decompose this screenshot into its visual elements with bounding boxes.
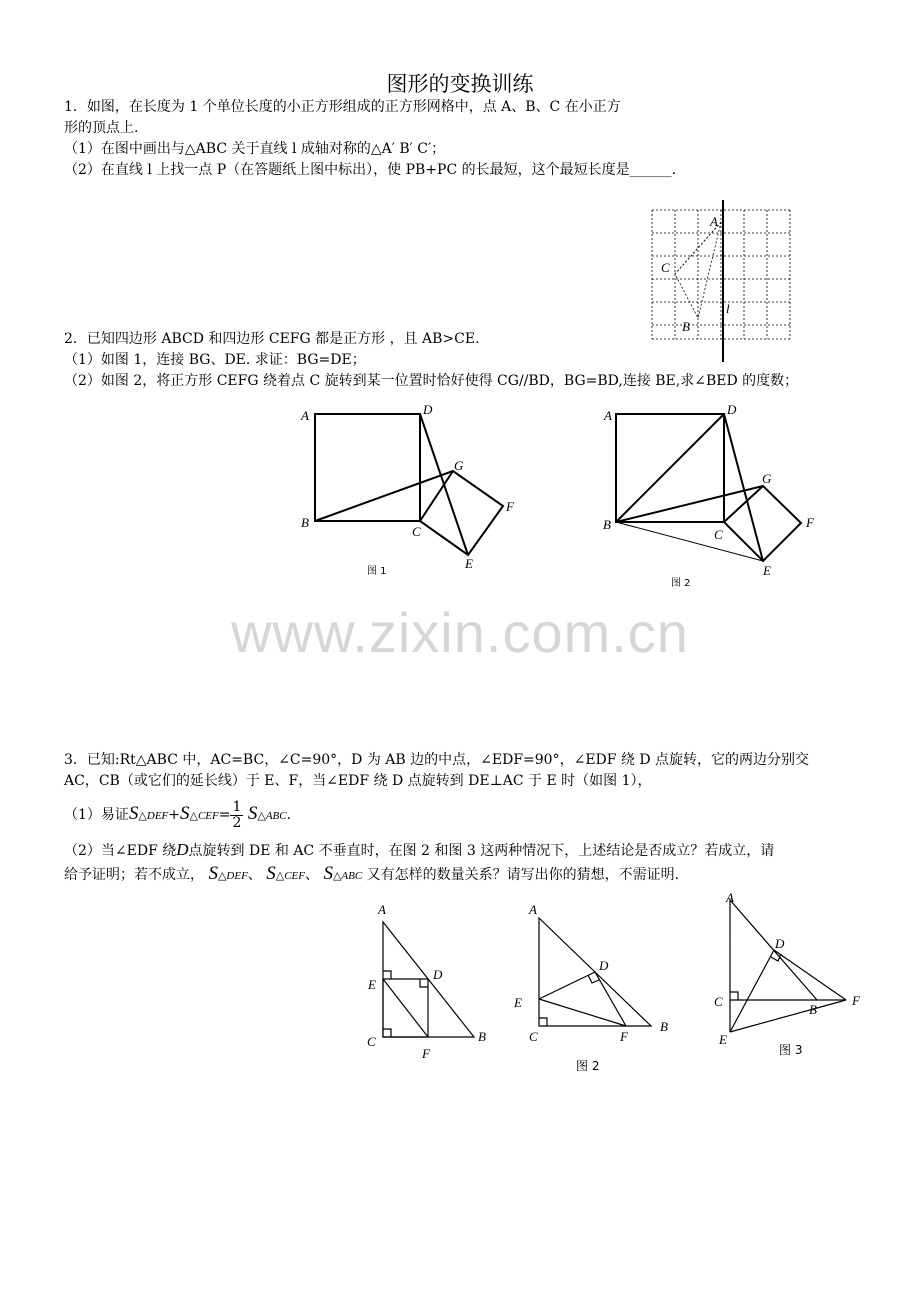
q2f2-square-cefg bbox=[724, 486, 801, 561]
area-subscript-def: △DEF bbox=[138, 810, 169, 822]
q3f1-label-d: D bbox=[433, 967, 443, 982]
q2f2-label-f: F bbox=[806, 515, 814, 530]
q3-part2-line2 bbox=[64, 864, 679, 886]
q2f1-label-g: G bbox=[454, 458, 464, 473]
page-title: 图形的变换训练 bbox=[386, 72, 534, 96]
area-symbol: S bbox=[266, 863, 276, 884]
q3-part2-text-d: 又有怎样的数量关系？请写出你的猜想，不需证明. bbox=[366, 867, 680, 883]
q2f2-label-a: A bbox=[604, 408, 612, 423]
q2f2-segment-bg bbox=[616, 486, 763, 522]
q2f1-square-abcd bbox=[315, 414, 420, 521]
q2-line1: 2．已知四边形 ABCD 和四边形 CEFG 都是正方形 ，且 AB>CE. bbox=[64, 331, 480, 347]
area-subscript-cef: △CEF bbox=[189, 810, 219, 822]
q3f3-label-b: B bbox=[809, 1002, 817, 1017]
area-subscript-abc: △ABC bbox=[332, 870, 363, 882]
q2f1-label-a: A bbox=[301, 408, 309, 423]
q1-part1: （1）在图中画出与△ABC 关于直线 l 成轴对称的△A′ B′ C′； bbox=[64, 141, 446, 157]
q3-figure-1 bbox=[360, 900, 500, 1060]
period: . bbox=[286, 807, 292, 823]
q2f1-square-cefg bbox=[420, 471, 503, 555]
q2f2-diagonal-bd bbox=[616, 414, 724, 522]
watermark: www.zixin.com.cn bbox=[231, 601, 689, 664]
q3-part1-prefix: （1）易证 bbox=[64, 807, 129, 823]
q2f2-label-e: E bbox=[763, 563, 771, 578]
q2f1-label-d: D bbox=[423, 402, 433, 417]
area-symbol: S bbox=[208, 863, 218, 884]
q1-label-c: C bbox=[661, 260, 670, 275]
q1-label-l: l bbox=[726, 301, 730, 316]
q3f1-label-a: A bbox=[378, 902, 386, 917]
q1-grid-figure bbox=[640, 200, 800, 370]
q2f2-caption: 图 2 bbox=[671, 578, 691, 589]
area-symbol: S bbox=[128, 803, 139, 824]
point-d-symbol: D bbox=[176, 840, 189, 859]
q1-label-a: A bbox=[710, 214, 718, 229]
area-subscript-def: △DEF bbox=[217, 870, 248, 882]
fraction-half bbox=[230, 800, 243, 831]
q2f2-label-g: G bbox=[762, 471, 772, 486]
q3f1-label-b: B bbox=[478, 1029, 486, 1044]
q3f2-label-c: C bbox=[529, 1029, 538, 1044]
q3f2-caption: 图 2 bbox=[576, 1059, 600, 1073]
q3-part2-line1 bbox=[64, 840, 774, 861]
q3f1-label-f: F bbox=[422, 1046, 430, 1061]
area-symbol: S bbox=[247, 803, 258, 824]
q3-figure-2 bbox=[510, 898, 680, 1078]
q3f3-label-d: D bbox=[775, 936, 785, 951]
area-symbol: S bbox=[180, 803, 190, 824]
q3f3-label-a: A bbox=[726, 890, 734, 905]
q1-line1: 1．如图，在长度为 1 个单位长度的小正方形组成的正方形网格中，点 A、B、C 在小正方 bbox=[64, 99, 621, 115]
fraction-numerator: 1 bbox=[232, 798, 242, 815]
q3f3-caption: 图 3 bbox=[779, 1043, 803, 1057]
q1-label-b: B bbox=[682, 319, 690, 334]
q2-figure-2 bbox=[595, 400, 825, 590]
q2f1-segment-bg bbox=[315, 471, 453, 521]
q3f3-label-e: E bbox=[719, 1032, 727, 1047]
q2f2-segment-be bbox=[616, 522, 763, 561]
q2-figure-1 bbox=[295, 400, 525, 585]
q3f3-label-f: F bbox=[852, 993, 860, 1008]
q2-part2: （2）如图 2，将正方形 CEFG 绕着点 C 旋转到某一位置时恰好使得 CG//BD，BG=BD,连接 BE,求∠BED 的度数； bbox=[64, 373, 799, 389]
q2f1-label-b: B bbox=[301, 515, 309, 530]
fraction-denominator: 2 bbox=[232, 814, 242, 831]
separator: 、 bbox=[305, 867, 319, 883]
q3f2-label-d: D bbox=[599, 958, 609, 973]
q3f2-label-a: A bbox=[529, 902, 537, 917]
q2f1-caption: 图 1 bbox=[367, 566, 387, 577]
separator: 、 bbox=[247, 867, 262, 883]
q2f1-label-f: F bbox=[506, 499, 514, 514]
q3-line2: AC，CB（或它们的延长线）于 E、F，当∠EDF 绕 D 点旋转到 DE⊥AC 于 E 时（如图 1）， bbox=[64, 773, 652, 789]
q1-line2: 形的顶点上. bbox=[64, 120, 139, 136]
q3f3-label-c: C bbox=[714, 994, 723, 1009]
area-subscript-abc: △ABC bbox=[257, 810, 287, 822]
q3f2-label-b: B bbox=[660, 1019, 668, 1034]
q3-figure-3 bbox=[705, 888, 875, 1068]
q2f1-label-c: C bbox=[412, 524, 421, 539]
area-symbol: S bbox=[323, 863, 333, 884]
q2-part1: （1）如图 1，连接 BG、DE. 求证：BG=DE； bbox=[64, 352, 366, 368]
plus-sign: + bbox=[168, 807, 180, 823]
area-subscript-cef: △CEF bbox=[275, 870, 305, 882]
q2f1-label-e: E bbox=[465, 556, 473, 571]
q2f2-label-d: D bbox=[727, 402, 737, 417]
q3f1-segment-ef bbox=[383, 979, 428, 1037]
q2f2-label-b: B bbox=[603, 517, 611, 532]
q3f2-label-f: F bbox=[620, 1029, 628, 1044]
q2f1-segment-de bbox=[420, 414, 468, 555]
q3f3-segment-ef bbox=[730, 1000, 846, 1032]
equals-sign: = bbox=[218, 807, 231, 823]
q1-part2: （2）在直线 l 上找一点 P（在答题纸上图中标出），使 PB+PC 的长最短，这个最短长度是______. bbox=[64, 162, 677, 178]
q3-part1 bbox=[64, 796, 291, 836]
q3f2-label-e: E bbox=[514, 995, 522, 1010]
q1-grid bbox=[652, 210, 790, 339]
q3f2-segment-ed bbox=[539, 972, 595, 999]
q3f1-label-c: C bbox=[367, 1034, 376, 1049]
q3-part2-text-c: 给予证明；若不成立， bbox=[64, 867, 204, 883]
q3f3-segment-de bbox=[730, 950, 774, 1032]
q2f2-label-c: C bbox=[714, 527, 723, 542]
q3-part2-text-b: 点旋转到 DE 和 AC 不垂直时，在图 2 和图 3 这两种情况下，上述结论是否成立？若成立，请 bbox=[188, 843, 775, 859]
q3-line1: 3．已知:Rt△ABC 中，AC=BC，∠C=90°，D 为 AB 边的中点，∠EDF=90°，∠EDF 绕 D 点旋转，它的两边分别交 bbox=[64, 752, 810, 768]
q3f1-label-e: E bbox=[368, 977, 376, 992]
q3-part2-text-a: （2）当∠EDF 绕 bbox=[64, 843, 177, 859]
